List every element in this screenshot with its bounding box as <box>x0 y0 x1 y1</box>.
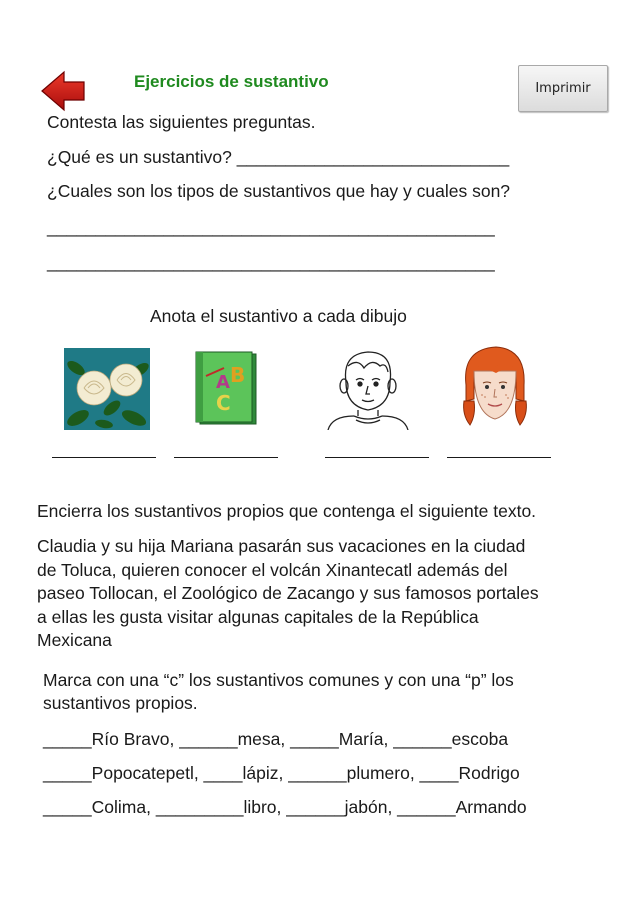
roses-image <box>64 348 150 430</box>
paragraph-line: paseo Tollocan, el Zoológico de Zacango y sus famosos portales <box>37 583 539 603</box>
section1-intro: Contesta las siguientes preguntas. <box>47 112 316 132</box>
question-2: ¿Cuales son los tipos de sustantivos que hay y cuales son? <box>47 181 511 201</box>
svg-text:C: C <box>216 391 231 415</box>
paragraph-line: Mexicana <box>37 630 112 650</box>
classify-row-2: _____Popocatepetl, ____lápiz, ______plumero, ____Rodrigo <box>43 763 520 783</box>
pictures-instruction: Anota el sustantivo a cada dibujo <box>150 306 407 326</box>
paragraph-line: a ellas les gusta visitar algunas capitales de la República <box>37 606 479 627</box>
classify-instruction-line1: Marca con una “c” los sustantivos comunes y con una “p” los <box>43 670 514 690</box>
picture-answer-line-1 <box>52 457 156 458</box>
answer-line-2: ______________________________________________ <box>47 252 495 272</box>
proper-nouns-paragraph <box>37 535 539 653</box>
svg-text:B: B <box>230 363 246 387</box>
proper-nouns-instruction: Encierra los sustantivos propios que contenga el siguiente texto. <box>37 501 537 521</box>
picture-answer-line-2 <box>174 457 278 458</box>
classify-row-3: _____Colima, _________libro, ______jabón, ______Armando <box>43 797 527 817</box>
picture-answer-line-4 <box>447 457 551 458</box>
answer-line-1: ______________________________________________ <box>47 217 495 237</box>
page-title: Ejercicios de sustantivo <box>134 72 329 91</box>
question-1: ¿Qué es un sustantivo? ____________________________ <box>47 147 510 167</box>
book-image <box>194 350 260 426</box>
svg-text:A: A <box>216 372 230 393</box>
paragraph-line: Claudia y su hija Mariana pasarán sus vacaciones en la ciudad <box>37 536 526 556</box>
paragraph-line: de Toluca, quieren conocer el volcán Xinantecatl además del <box>37 559 508 580</box>
picture-answer-line-3 <box>325 457 429 458</box>
print-button[interactable]: Imprimir <box>518 65 608 112</box>
classify-row-1: _____Río Bravo, ______mesa, _____María, ______escoba <box>43 729 509 749</box>
back-arrow-icon[interactable] <box>40 70 86 112</box>
boy-face-image <box>324 344 412 430</box>
classify-instruction-line2: sustantivos propios. <box>43 693 198 713</box>
girl-face-image <box>460 341 530 433</box>
